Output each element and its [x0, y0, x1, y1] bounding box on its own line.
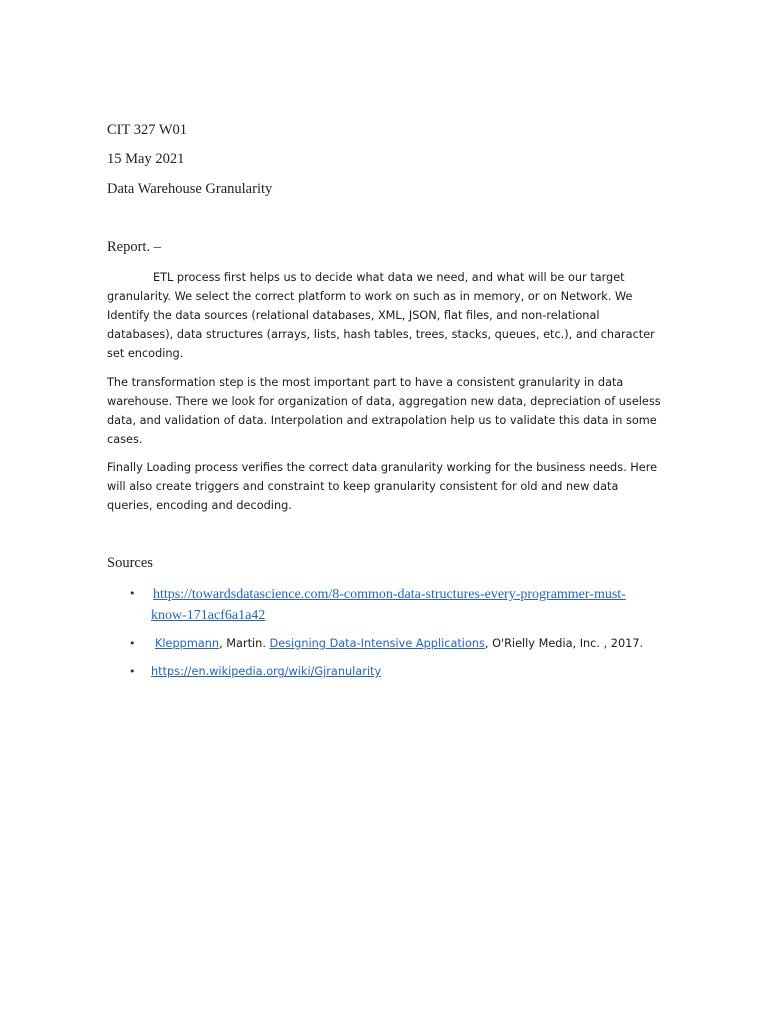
paragraph-loading: Finally Loading process verifies the correct data granularity working for the business needs. Here will also create triggers and constraint to keep granularity consistent for old and new data queries, encoding and decoding. — [107, 461, 658, 512]
bullet-icon: • — [129, 637, 136, 650]
author-rest: , Martin. — [219, 637, 270, 650]
book-title-link[interactable]: Designing Data-Intensive Applications — [269, 637, 485, 650]
bullet-icon: • — [129, 665, 136, 678]
wikipedia-link[interactable]: https://en.wikipedia.org/wiki/Gjranularity — [151, 665, 382, 678]
source-body — [151, 662, 651, 681]
source-body — [151, 634, 651, 653]
course-code: CIT 327 W01 — [107, 122, 188, 138]
paragraph-transformation: The transformation step is the most important part to have a consistent granularity in data warehouse. There we look for organization of data, aggregation new data, depreciation of useless data, and validation of data. Interpolation and extrapolation help us to validate this data in some cases. — [107, 376, 661, 446]
publisher-text: , O'Rielly Media, Inc. , 2017. — [484, 637, 644, 650]
document-title: Data Warehouse Granularity — [107, 181, 273, 197]
sources-heading: Sources — [107, 555, 153, 571]
bullet-icon: • — [129, 587, 136, 600]
author-link[interactable]: Kleppmann — [155, 637, 220, 650]
report-heading: Report. – — [107, 239, 161, 255]
source-body — [151, 584, 651, 626]
report-date: 15 May 2021 — [107, 151, 185, 167]
paragraph-etl: ETL process first helps us to decide what data we need, and what will be our target granularity. We select the correct platform to work on such as in memory, or on Network. We Identify the data sources (relational databases, XML, JSON, flat files, and non-relational databases), data structures (arrays, lists, hash tables, trees, stacks, queues, etc.), and character set encoding. — [107, 271, 655, 360]
towardsdatascience-link[interactable]: https://towardsdatascience.com/8-common-data-structures-every-programmer-must-know-171acf6a1a42 — [151, 587, 626, 623]
